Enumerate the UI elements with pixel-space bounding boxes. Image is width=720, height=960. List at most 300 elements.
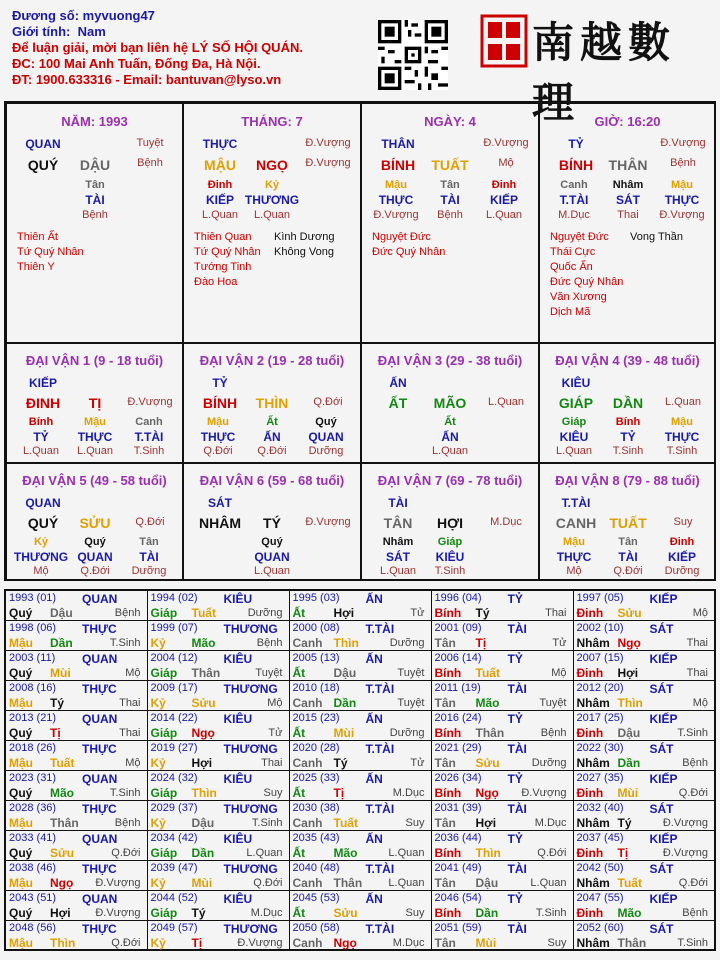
annual-year: 2007 (15) bbox=[576, 651, 624, 664]
dai-van-4 bbox=[539, 343, 716, 463]
annual-cell bbox=[5, 830, 147, 860]
annual-phase: Q.Đới bbox=[678, 876, 708, 889]
annual-branch: Thân bbox=[191, 665, 221, 680]
hidden-phase: Bệnh bbox=[437, 209, 463, 221]
annual-god: KIÊU bbox=[223, 592, 253, 606]
annual-phase: Bệnh bbox=[256, 636, 283, 649]
annual-stem: Bính bbox=[434, 606, 462, 620]
annual-phase: Đ.Vượng bbox=[95, 906, 141, 919]
star-name: Kình Dương bbox=[274, 231, 335, 243]
hidden-stem: Canh bbox=[560, 179, 588, 191]
annual-year: 2010 (18) bbox=[292, 681, 340, 694]
dai-van-state: M.Dục bbox=[490, 516, 522, 528]
annual-god: TÀI bbox=[507, 621, 527, 636]
annual-year: 1998 (06) bbox=[9, 621, 57, 634]
hidden-stem: Canh bbox=[135, 416, 163, 428]
dai-van-branch: THÌN bbox=[255, 395, 289, 411]
annual-year: 2038 (46) bbox=[9, 861, 57, 874]
annual-stem: Kỷ bbox=[150, 635, 166, 650]
hidden-god: QUAN bbox=[254, 550, 290, 564]
star-name: Nguyệt Đức bbox=[372, 231, 431, 243]
annual-cell bbox=[147, 800, 289, 830]
annual-cell bbox=[289, 830, 431, 860]
annual-god: KIÊU bbox=[223, 771, 253, 786]
dai-van-stem: ẤT bbox=[388, 395, 408, 411]
annual-row bbox=[5, 800, 715, 830]
annual-cell bbox=[431, 620, 573, 650]
annual-branch: Tuất bbox=[333, 815, 358, 830]
annual-cell bbox=[5, 770, 147, 800]
annual-god: THƯƠNG bbox=[223, 921, 278, 936]
annual-cell bbox=[289, 620, 431, 650]
annual-phase: Tuyệt bbox=[397, 696, 425, 709]
annual-stem: Tân bbox=[434, 755, 456, 770]
dai-van-god: KIẾP bbox=[28, 376, 58, 390]
hidden-god: THƯƠNG bbox=[13, 550, 69, 564]
annual-stem: Nhâm bbox=[576, 875, 610, 890]
annual-god: ẤN bbox=[365, 711, 383, 726]
annual-year: 2048 (56) bbox=[9, 921, 57, 934]
annual-year: 2024 (32) bbox=[150, 771, 198, 784]
annual-branch: Sửu bbox=[475, 755, 500, 770]
annual-god: QUAN bbox=[82, 592, 118, 606]
annual-year: 2002 (10) bbox=[576, 621, 624, 634]
annual-god: QUAN bbox=[82, 651, 118, 666]
pillar-stem: MẬU bbox=[204, 157, 236, 173]
hidden-stem: Đinh bbox=[207, 179, 233, 191]
annual-phase: Mộ bbox=[692, 607, 708, 619]
annual-phase: Tuyệt bbox=[539, 696, 567, 709]
hidden-phase: Dưỡng bbox=[308, 445, 344, 457]
annual-cell bbox=[147, 680, 289, 710]
star-name: Thiên Ất bbox=[17, 231, 58, 243]
annual-god: THƯƠNG bbox=[223, 801, 278, 816]
annual-stem: Quý bbox=[9, 785, 33, 800]
annual-god: SÁT bbox=[649, 861, 674, 876]
hidden-god: THỰC bbox=[77, 430, 113, 444]
annual-row bbox=[5, 860, 715, 890]
hidden-god: SÁT bbox=[386, 550, 410, 564]
annual-phase: L.Quan bbox=[388, 876, 425, 889]
dai-van-branch: TỊ bbox=[88, 395, 102, 411]
annual-god: KIÊU bbox=[223, 891, 253, 906]
annual-year: 2026 (34) bbox=[434, 771, 482, 784]
annual-stem: Mậu bbox=[9, 635, 33, 650]
dai-van-branch: TÝ bbox=[263, 515, 281, 531]
star-name: Đào Hoa bbox=[194, 276, 238, 288]
annual-cell bbox=[289, 770, 431, 800]
annual-phase: Suy bbox=[405, 816, 425, 829]
hidden-stem: Bính bbox=[28, 416, 54, 428]
annual-branch: Dậu bbox=[333, 665, 357, 680]
annual-cell bbox=[289, 590, 431, 620]
hidden-phase: L.Quan bbox=[253, 209, 291, 221]
pillar-title: THÁNG: 7 bbox=[241, 114, 303, 129]
annual-stem: Giáp bbox=[150, 606, 178, 620]
annual-branch: Dậu bbox=[191, 815, 215, 830]
pillar-stem-state: Đ.Vượng bbox=[660, 137, 706, 149]
annual-branch: Ngọ bbox=[50, 875, 74, 890]
annual-branch: Mùi bbox=[475, 935, 497, 950]
hidden-phase: Q.Đới bbox=[613, 565, 643, 577]
annual-branch: Tị bbox=[475, 635, 487, 650]
annual-branch: Mão bbox=[475, 695, 500, 710]
annual-branch: Tị bbox=[333, 785, 345, 800]
annual-branch: Dần bbox=[475, 905, 499, 920]
annual-phase: T.Sinh bbox=[535, 906, 567, 919]
annual-row bbox=[5, 710, 715, 740]
annual-god: TỶ bbox=[507, 592, 523, 606]
annual-god: THỰC bbox=[82, 861, 117, 876]
annual-branch: Thìn bbox=[475, 845, 501, 860]
hidden-god: TÀI bbox=[139, 550, 159, 564]
annual-god: THỰC bbox=[82, 741, 117, 756]
pillar-stem-state: Tuyệt bbox=[136, 137, 164, 149]
annual-phase: Tử bbox=[268, 726, 283, 739]
hidden-god: KIẾP bbox=[667, 550, 697, 564]
annual-stem: Kỷ bbox=[150, 755, 166, 770]
annual-phase: Đ.Vượng bbox=[521, 786, 567, 799]
annual-phase: Đ.Vượng bbox=[662, 846, 708, 859]
annual-god: ẤN bbox=[365, 831, 383, 846]
annual-stem: Đinh bbox=[576, 845, 604, 860]
hidden-phase: Q.Đới bbox=[80, 565, 110, 577]
pillar-month bbox=[183, 103, 361, 343]
annual-phase: Dưỡng bbox=[531, 756, 567, 769]
annual-year: 2046 (54) bbox=[434, 891, 482, 904]
dai-van-title: ĐẠI VẬN 5 (49 - 58 tuổi) bbox=[22, 473, 167, 488]
annual-phase: T.Sinh bbox=[251, 816, 283, 829]
annual-branch: Sửu bbox=[333, 905, 358, 920]
annual-god: KIẾP bbox=[649, 771, 678, 786]
annual-branch: Sửu bbox=[191, 695, 216, 710]
annual-stem: Quý bbox=[9, 905, 33, 920]
annual-year: 2028 (36) bbox=[9, 801, 57, 814]
annual-branch: Mùi bbox=[617, 785, 639, 800]
annual-branch: Dần bbox=[50, 635, 73, 650]
annual-phase: Q.Đới bbox=[678, 786, 708, 799]
pillar-year bbox=[6, 103, 183, 343]
annual-phase: Mộ bbox=[692, 696, 708, 709]
annual-phase: L.Quan bbox=[246, 846, 283, 859]
dai-van-6 bbox=[183, 463, 361, 581]
annual-year: 2020 (28) bbox=[292, 741, 340, 754]
star-name: Không Vong bbox=[274, 246, 334, 258]
chart-grid bbox=[4, 101, 716, 581]
hidden-phase: Mộ bbox=[33, 565, 49, 577]
annual-branch: Ngọ bbox=[333, 935, 357, 950]
annual-phase: L.Quan bbox=[388, 846, 425, 859]
annual-phase: Tử bbox=[410, 756, 425, 769]
dai-van-stem: BÍNH bbox=[202, 395, 238, 411]
annual-cell bbox=[147, 860, 289, 890]
annual-stem: Nhâm bbox=[576, 935, 610, 950]
hidden-phase: Dưỡng bbox=[131, 565, 167, 577]
annual-phase: Tử bbox=[410, 607, 425, 619]
annual-phase: Bệnh bbox=[114, 607, 141, 619]
dai-van-8 bbox=[539, 463, 716, 581]
annual-branch: Thân bbox=[617, 935, 647, 950]
annual-branch: Tý bbox=[50, 695, 65, 710]
hidden-phase: Dưỡng bbox=[664, 565, 700, 577]
annual-phase: Thai bbox=[261, 756, 283, 769]
annual-stem: Bính bbox=[434, 785, 462, 800]
annual-cell bbox=[147, 650, 289, 680]
annual-stem: Đinh bbox=[576, 725, 604, 740]
dai-van-god: TÀI bbox=[388, 496, 408, 510]
annual-branch: Ngọ bbox=[617, 635, 641, 650]
annual-stem: Ất bbox=[292, 785, 306, 800]
pillar-title: NĂM: 1993 bbox=[61, 114, 128, 129]
hidden-god: KIÊU bbox=[559, 430, 589, 444]
hidden-stem: Bính bbox=[615, 416, 641, 428]
annual-phase: T.Sinh bbox=[109, 636, 141, 649]
star-name: Tứ Quý Nhân bbox=[17, 246, 84, 258]
dai-van-stem: CANH bbox=[555, 515, 597, 531]
dai-van-title: ĐẠI VẬN 7 (69 - 78 tuổi) bbox=[377, 473, 523, 488]
annual-year: 1997 (05) bbox=[576, 592, 624, 604]
annual-branch: Thìn bbox=[50, 935, 76, 950]
dai-van-branch: DẦN bbox=[612, 395, 644, 411]
hidden-stem: Giáp bbox=[437, 536, 463, 548]
annual-stem: Kỷ bbox=[150, 875, 166, 890]
annual-cell bbox=[147, 920, 289, 950]
annual-stem: Bính bbox=[434, 665, 462, 680]
hidden-phase: L.Quan bbox=[22, 445, 60, 457]
annual-god: T.TÀI bbox=[365, 741, 395, 756]
annual-phase: Thai bbox=[119, 696, 141, 709]
annual-cell bbox=[431, 650, 573, 680]
annual-phase: Tử bbox=[552, 636, 567, 649]
annual-cell bbox=[431, 800, 573, 830]
annual-god: QUAN bbox=[82, 831, 118, 846]
dai-van-title: ĐẠI VẬN 8 (79 - 88 tuổi) bbox=[555, 473, 700, 488]
annual-stem: Canh bbox=[292, 695, 323, 710]
annual-cell bbox=[573, 650, 715, 680]
dai-van-god: TỶ bbox=[212, 376, 228, 390]
annual-god: THỰC bbox=[82, 801, 117, 816]
annual-year: 1996 (04) bbox=[434, 592, 482, 604]
annual-year: 2044 (52) bbox=[150, 891, 198, 904]
annual-cell bbox=[289, 800, 431, 830]
hidden-stem: Nhâm bbox=[382, 536, 414, 548]
annual-phase: M.Dục bbox=[534, 816, 567, 829]
annual-cell bbox=[573, 620, 715, 650]
dai-van-stem: TÂN bbox=[383, 515, 413, 531]
annual-cell bbox=[289, 650, 431, 680]
annual-phase: Mộ bbox=[267, 696, 283, 709]
annual-stem: Mậu bbox=[9, 875, 33, 890]
annual-cell bbox=[573, 830, 715, 860]
dai-van-state: L.Quan bbox=[487, 396, 525, 408]
annual-year: 2027 (35) bbox=[576, 771, 624, 784]
hidden-stem: Tân bbox=[440, 179, 460, 191]
annual-year: 2037 (45) bbox=[576, 831, 624, 844]
annual-god: TÀI bbox=[507, 741, 527, 756]
hidden-phase: L.Quan bbox=[485, 209, 523, 221]
hidden-stem: Mậu bbox=[671, 416, 693, 428]
hidden-god: TÀI bbox=[85, 193, 105, 207]
annual-phase: T.Sinh bbox=[109, 786, 141, 799]
annual-stem: Quý bbox=[9, 845, 33, 860]
hidden-god: ẤN bbox=[263, 430, 281, 444]
star-name: Thiên Y bbox=[17, 261, 55, 273]
annual-year: 2043 (51) bbox=[9, 891, 57, 904]
annual-branch: Thân bbox=[50, 815, 79, 830]
annual-stem: Nhâm bbox=[576, 635, 610, 650]
pillar-branch-state: Đ.Vượng bbox=[305, 157, 351, 169]
annual-cell bbox=[289, 680, 431, 710]
annual-stem: Giáp bbox=[150, 845, 178, 860]
annual-stem: Mậu bbox=[9, 695, 33, 710]
hidden-phase: Q.Đới bbox=[203, 445, 233, 457]
annual-branch: Tý bbox=[617, 815, 632, 830]
hidden-god: QUAN bbox=[308, 430, 344, 444]
pillar-branch-state: Bệnh bbox=[670, 157, 696, 169]
annual-cell bbox=[5, 680, 147, 710]
annual-year: 2032 (40) bbox=[576, 801, 624, 814]
annual-cell bbox=[573, 860, 715, 890]
annual-stem: Tân bbox=[434, 695, 456, 710]
annual-year: 2003 (11) bbox=[9, 651, 56, 664]
annual-branch: Ngọ bbox=[191, 725, 215, 740]
annual-branch: Dần bbox=[617, 755, 641, 770]
annual-year: 2051 (59) bbox=[434, 921, 482, 934]
annual-cell bbox=[431, 860, 573, 890]
annual-cell bbox=[147, 830, 289, 860]
annual-year: 2031 (39) bbox=[434, 801, 482, 814]
hidden-phase: L.Quan bbox=[431, 445, 469, 457]
annual-god: TỶ bbox=[507, 711, 523, 726]
annual-cell bbox=[147, 740, 289, 770]
hidden-stem: Quý bbox=[84, 536, 106, 548]
annual-god: KIẾP bbox=[649, 891, 678, 906]
dv-value: myvuong47 bbox=[82, 8, 155, 23]
hidden-stem: Tân bbox=[139, 536, 159, 548]
annual-phase: M.Dục bbox=[392, 936, 425, 949]
hidden-stem: Nhâm bbox=[612, 179, 644, 191]
annual-stem: Mậu bbox=[9, 815, 33, 830]
star-name: Đức Quý Nhân bbox=[550, 276, 624, 288]
annual-stem: Tân bbox=[434, 635, 456, 650]
annual-stem: Ất bbox=[292, 725, 306, 740]
annual-year: 2050 (58) bbox=[292, 921, 340, 934]
annual-phase: Bệnh bbox=[682, 756, 708, 769]
pillar-branch: THÂN bbox=[608, 157, 648, 173]
annual-year: 2041 (49) bbox=[434, 861, 482, 874]
annual-year: 2039 (47) bbox=[150, 861, 198, 874]
annual-table bbox=[4, 589, 716, 951]
annual-year: 2023 (31) bbox=[9, 771, 57, 784]
annual-phase: Mộ bbox=[125, 756, 141, 769]
dai-van-god: SÁT bbox=[208, 496, 232, 510]
hidden-phase: Đ.Vượng bbox=[373, 209, 419, 221]
dai-van-3 bbox=[361, 343, 539, 463]
annual-year: 2015 (23) bbox=[292, 711, 340, 724]
annual-phase: Thai bbox=[119, 726, 141, 739]
pillar-title: GIỜ: 16:20 bbox=[594, 114, 661, 129]
annual-phase: Q.Đới bbox=[537, 846, 567, 859]
annual-cell bbox=[573, 920, 715, 950]
hidden-god: KIẾP bbox=[205, 193, 235, 207]
hidden-stem: Tân bbox=[85, 179, 105, 191]
annual-branch: Tị bbox=[617, 845, 629, 860]
annual-cell bbox=[431, 770, 573, 800]
pillar-stem: BÍNH bbox=[380, 157, 416, 173]
pillar-stem-state: Đ.Vượng bbox=[483, 137, 529, 149]
annual-god: KIẾP bbox=[649, 651, 678, 666]
annual-branch: Tuất bbox=[50, 755, 75, 770]
dai-van-title: ĐẠI VẬN 6 (59 - 68 tuổi) bbox=[199, 473, 345, 488]
annual-phase: Q.Đới bbox=[111, 936, 141, 949]
dai-van-title: ĐẠI VẬN 4 (39 - 48 tuổi) bbox=[555, 353, 700, 368]
annual-row bbox=[5, 830, 715, 860]
qr-code-icon[interactable] bbox=[378, 20, 448, 90]
annual-stem: Đinh bbox=[576, 606, 604, 620]
annual-branch: Thìn bbox=[191, 785, 217, 800]
annual-stem: Mậu bbox=[9, 935, 33, 950]
annual-god: SÁT bbox=[649, 801, 674, 816]
annual-god: T.TÀI bbox=[365, 861, 395, 876]
hidden-stem: Mậu bbox=[207, 416, 229, 428]
hidden-god: THỰC bbox=[378, 193, 414, 207]
annual-year: 2047 (55) bbox=[576, 891, 624, 904]
dai-van-1 bbox=[6, 343, 183, 463]
annual-year: 2045 (53) bbox=[292, 891, 340, 904]
annual-phase: Mộ bbox=[551, 666, 567, 679]
annual-cell bbox=[147, 770, 289, 800]
pillar-title: NGÀY: 4 bbox=[424, 114, 476, 129]
annual-year: 2006 (14) bbox=[434, 651, 482, 664]
annual-row bbox=[5, 740, 715, 770]
annual-branch: Dậu bbox=[50, 606, 73, 620]
header-info bbox=[12, 8, 303, 88]
dai-van-god: QUAN bbox=[25, 496, 61, 510]
dai-van-state: Đ.Vượng bbox=[305, 516, 351, 528]
star-name: Nguyệt Đức bbox=[550, 231, 609, 243]
hidden-phase: M.Dục bbox=[558, 209, 590, 221]
annual-stem: Kỷ bbox=[150, 815, 166, 830]
annual-stem: Quý bbox=[9, 606, 33, 620]
annual-branch: Sửu bbox=[50, 845, 75, 860]
annual-branch: Ngọ bbox=[475, 785, 499, 800]
gender-value: Nam bbox=[77, 24, 106, 39]
annual-stem: Nhâm bbox=[576, 755, 610, 770]
hidden-god: QUAN bbox=[77, 550, 113, 564]
star-name: Vong Thần bbox=[630, 231, 684, 243]
annual-cell bbox=[573, 740, 715, 770]
annual-stem: Ất bbox=[292, 606, 306, 620]
annual-phase: Đ.Vượng bbox=[237, 936, 283, 949]
annual-stem: Nhâm bbox=[576, 815, 610, 830]
annual-god: TÀI bbox=[507, 801, 527, 816]
annual-branch: Tuất bbox=[617, 875, 642, 890]
star-name: Thái Cực bbox=[550, 246, 596, 258]
annual-god: KIẾP bbox=[649, 592, 678, 606]
dai-van-branch: HỢI bbox=[437, 515, 463, 531]
pillar-hour bbox=[539, 103, 716, 343]
pillar-branch: NGỌ bbox=[256, 157, 288, 173]
annual-year: 2049 (57) bbox=[150, 921, 198, 934]
annual-year: 2042 (50) bbox=[576, 861, 624, 874]
annual-cell bbox=[431, 590, 573, 620]
star-name: Tứ Quý Nhân bbox=[194, 246, 261, 258]
annual-branch: Thân bbox=[475, 725, 505, 740]
annual-stem: Tân bbox=[434, 935, 456, 950]
annual-stem: Giáp bbox=[150, 785, 178, 800]
hidden-god: SÁT bbox=[616, 193, 640, 207]
contact-line-3[interactable]: ĐT: 1900.633316 - Email: bantuvan@lyso.vn bbox=[12, 72, 282, 87]
